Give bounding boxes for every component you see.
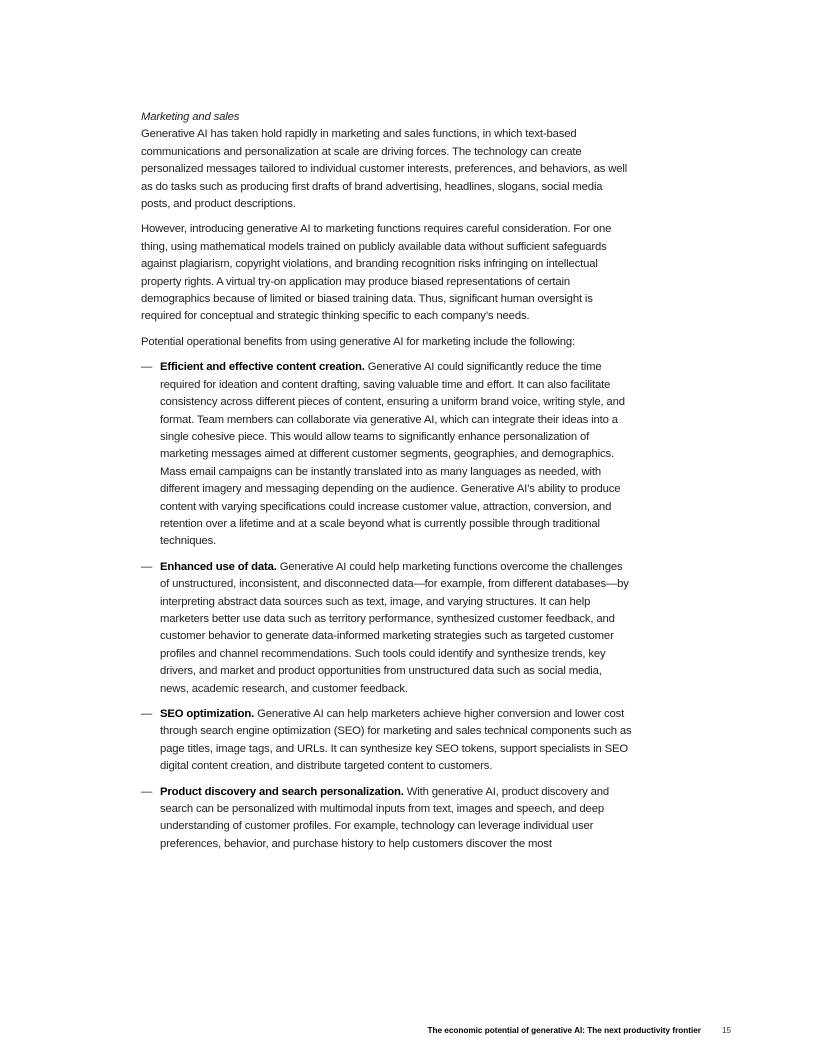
page-content — [141, 109, 633, 861]
list-item — [141, 559, 633, 698]
bullet-text: Generative AI could significantly reduce the time required for ideation and content drafting, saving valuable time and effort. It can also facilitate consistency across different pieces of content, ensuring a uniform brand voice, writing style, and format. Team members can collaborate via generative AI, which can integrate their ideas into a single cohesive piece. This would allow teams to significantly enhance personalization of marketing messages aimed at different customer segments, geographies, and demographics. Mass email campaigns can be instantly translated into as many languages as needed, with different imagery and messaging depending on the audience. Generative AI’s ability to produce content with varying specifications could increase customer value, attraction, conversion, and retention over a lifetime and at a scale beyond what is currently possible through traditional techniques. — [160, 361, 625, 548]
bullet-lead: Product discovery and search personalization. — [160, 785, 404, 798]
bullet-lead: SEO optimization. — [160, 708, 255, 720]
dash-bullet-icon: — — [141, 560, 153, 573]
list-item — [141, 359, 633, 550]
bullet-text: Generative AI could help marketing functions overcome the challenges of unstructured, inconsistent, and disconnected data—for example, from different databases—by interpreting abstract data sources such as text, image, and varying structures. It can help marketers better use data such as territory performance, synthesized customer feedback, and customer behavior to generate data-informed marketing strategies such as targeted customer profiles and channel recommendations. Such tools could identify and synthesize trends, key drivers, and market and product opportunities from unstructured data such as social media, news, academic research, and customer feedback. — [160, 560, 629, 695]
bullet-text: Generative AI can help marketers achieve higher conversion and lower cost through search engine optimization (SEO) for marketing and sales technical components such as page titles, image tags, and URLs. It can synthesize key SEO tokens, support specialists in SEO digital content creation, and distribute targeted content to customers. — [160, 708, 632, 773]
dash-bullet-icon: — — [141, 361, 153, 374]
footer-report-title: The economic potential of generative AI: The next productivity frontier — [427, 1026, 701, 1035]
benefits-intro-paragraph: Potential operational benefits from using generative AI for marketing include the following: — [141, 335, 575, 348]
bullet-lead: Enhanced use of data. — [160, 560, 277, 573]
dash-bullet-icon: — — [141, 708, 153, 720]
list-item — [141, 706, 633, 776]
intro-paragraph: Generative AI has taken hold rapidly in marketing and sales functions, in which text-based communications and personalization at scale are driving forces. The technology can create personalized messages tailored to individual customer interests, preferences, and behaviors, as well as do tasks such as producing first drafts of brand advertising, headlines, slogans, social media posts, and product descriptions. — [141, 128, 628, 211]
list-item — [141, 784, 633, 854]
bullet-text: With generative AI, product discovery and search can be personalized with multimodal inputs from text, images and speech, and deep understanding of customer profiles. For example, technology can leverage individual user preferences, behavior, and purchase history to help customers discover the most — [160, 785, 610, 850]
section-title: Marketing and sales — [141, 111, 240, 123]
bullet-lead: Efficient and effective content creation. — [160, 361, 365, 374]
benefits-list — [141, 359, 633, 853]
page-number: 15 — [722, 1026, 732, 1035]
consideration-paragraph: However, introducing generative AI to marketing functions requires careful consideration. For one thing, using mathematical models trained on publicly available data without sufficient safeguards against plagiarism, copyright violations, and branding recognition risks infringing on intellectual property rights. A virtual try-on application may produce biased representations of certain demographics because of limited or biased training data. Thus, significant human oversight is required for conceptual and strategic thinking specific to each company’s needs. — [141, 223, 612, 323]
dash-bullet-icon: — — [141, 785, 153, 798]
